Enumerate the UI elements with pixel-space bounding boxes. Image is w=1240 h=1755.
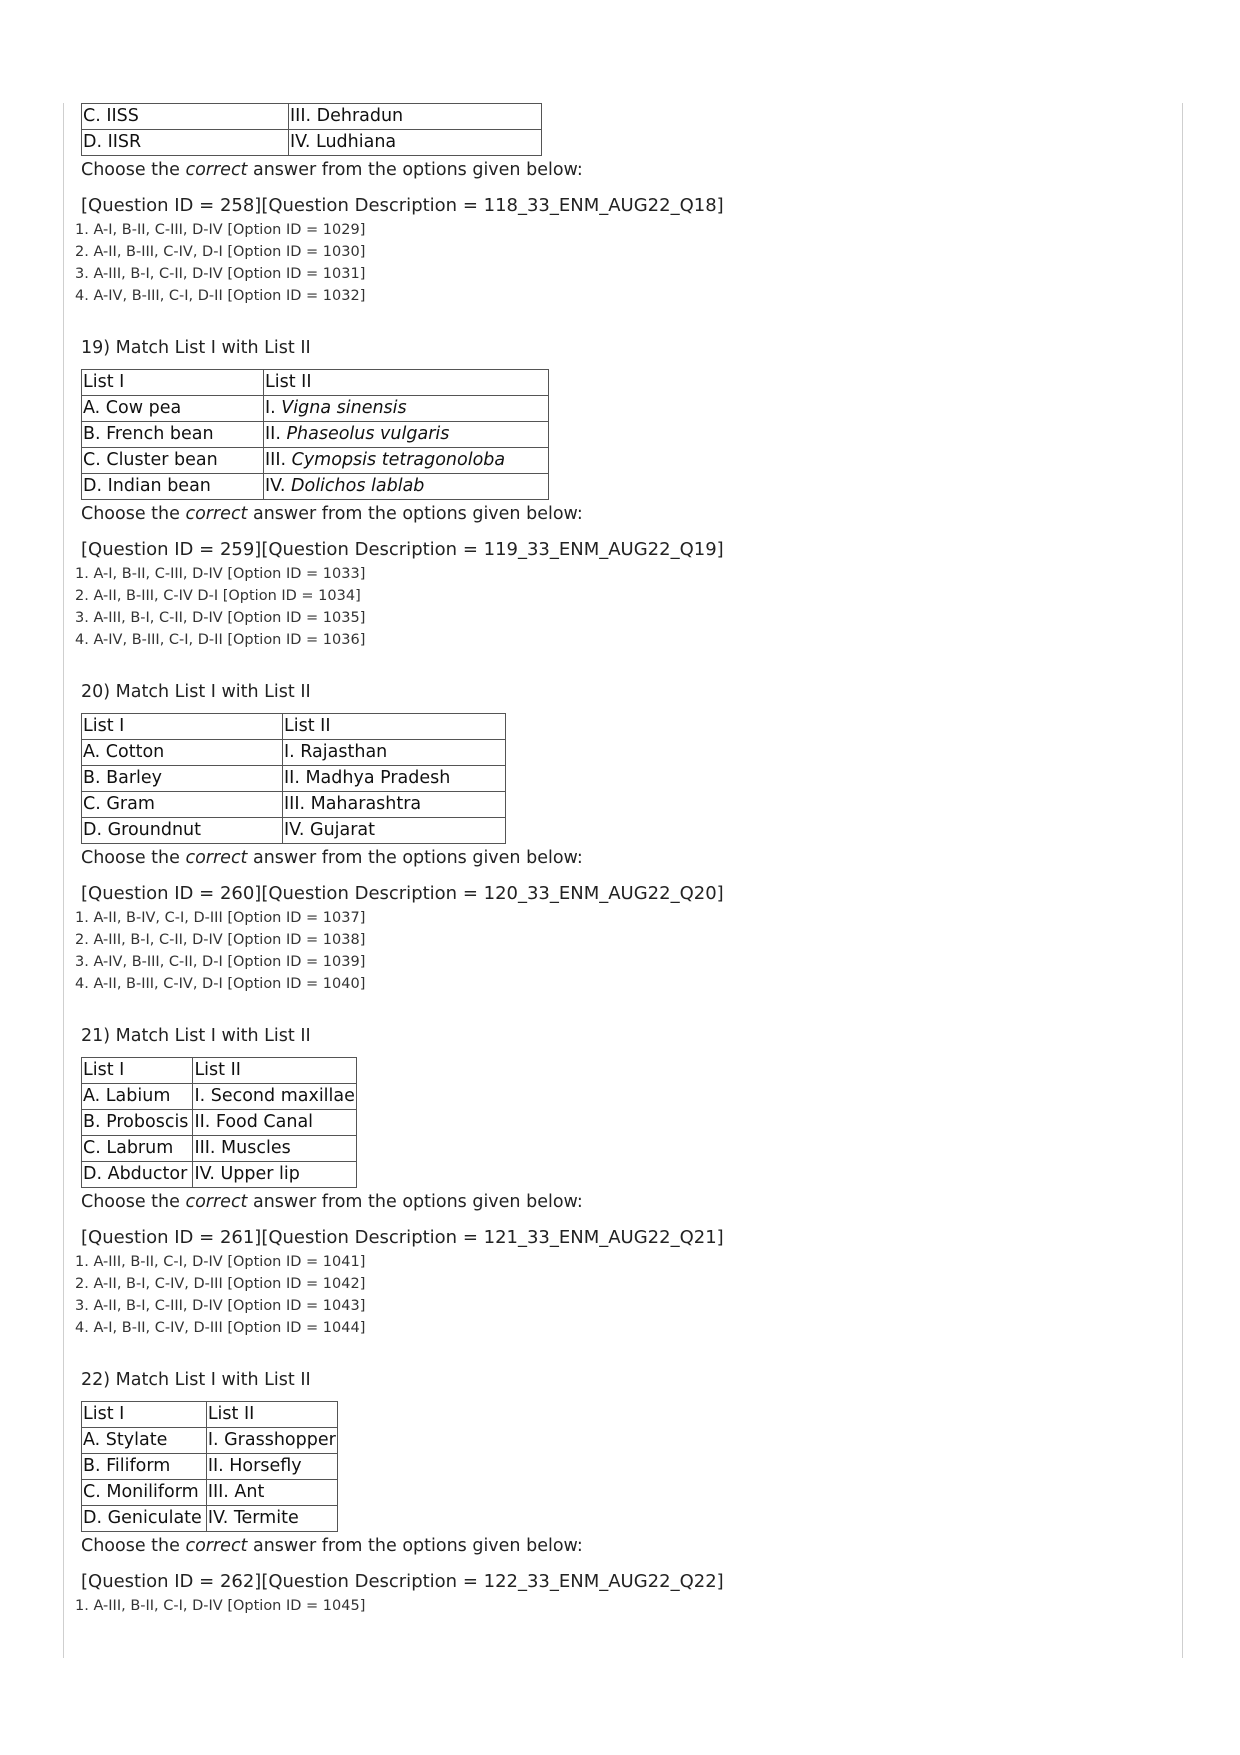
list-ii-cell	[264, 474, 549, 500]
table-row	[82, 740, 506, 766]
question-19	[75, 335, 1161, 651]
match-table-q22	[81, 1401, 338, 1532]
list-ii-cell: I. Second maxillae	[193, 1084, 356, 1110]
table-row	[82, 422, 549, 448]
list-ii-cell	[264, 422, 549, 448]
list-i-cell: A. Cotton	[82, 740, 283, 766]
species-name: Dolichos lablab	[291, 476, 425, 496]
list-i-cell: D. Geniculate	[82, 1506, 207, 1532]
question-id: [Question ID = 262][Question Description = 122_33_ENM_AUG22_Q22]	[81, 1571, 724, 1592]
table-row	[82, 1084, 357, 1110]
table-row	[82, 766, 506, 792]
option-item: 4. A-IV, B-III, C-I, D-II [Option ID = 1032]	[75, 288, 366, 304]
list-i-cell: B. French bean	[82, 422, 264, 448]
options-list	[75, 907, 1161, 995]
choose-emphasis: correct	[185, 160, 248, 180]
list-i-header: List I	[82, 714, 283, 740]
choose-instruction	[81, 501, 1161, 527]
choose-suffix: answer from the options given below:	[247, 1536, 583, 1556]
question-title: 19) Match List I with List II	[81, 338, 311, 358]
option-item: 3. A-III, B-I, C-II, D-IV [Option ID = 1035]	[75, 610, 366, 626]
list-ii-header: List II	[264, 370, 549, 396]
list-i-cell: D. Indian bean	[82, 474, 264, 500]
options-list	[75, 219, 1161, 307]
list-ii-cell: IV. Gujarat	[283, 818, 506, 844]
option-item: 1. A-III, B-II, C-I, D-IV [Option ID = 1041]	[75, 1254, 366, 1270]
list-ii-cell: III. Dehradun	[289, 104, 542, 130]
list-i-cell: C. IISS	[82, 104, 289, 130]
page-left-rule	[63, 103, 64, 1658]
table-row	[82, 396, 549, 422]
options-list	[75, 1595, 1161, 1617]
list-i-cell: D. IISR	[82, 130, 289, 156]
match-table-q19	[81, 369, 549, 500]
option-item: 3. A-II, B-I, C-III, D-IV [Option ID = 1043]	[75, 1298, 366, 1314]
list-i-cell: B. Filiform	[82, 1454, 207, 1480]
list-ii-cell: II. Horsefly	[206, 1454, 337, 1480]
list-ii-cell: II. Madhya Pradesh	[283, 766, 506, 792]
question-title: 21) Match List I with List II	[81, 1026, 311, 1046]
table-row	[82, 1428, 338, 1454]
list-ii-cell: IV. Ludhiana	[289, 130, 542, 156]
choose-prefix: Choose the	[81, 160, 186, 180]
list-ii-numeral: II.	[265, 424, 287, 444]
option-item: 2. A-II, B-III, C-IV, D-I [Option ID = 1030]	[75, 244, 366, 260]
option-item: 4. A-IV, B-III, C-I, D-II [Option ID = 1036]	[75, 632, 366, 648]
list-ii-cell	[264, 396, 549, 422]
table-row	[82, 1136, 357, 1162]
choose-emphasis: correct	[185, 1192, 248, 1212]
choose-prefix: Choose the	[81, 504, 186, 524]
option-item: 1. A-I, B-II, C-III, D-IV [Option ID = 1029]	[75, 222, 366, 238]
choose-prefix: Choose the	[81, 1536, 186, 1556]
page-right-rule	[1182, 103, 1183, 1658]
choose-instruction	[81, 845, 1161, 871]
option-item: 3. A-IV, B-III, C-II, D-I [Option ID = 1039]	[75, 954, 366, 970]
list-i-cell: D. Abductor	[82, 1162, 193, 1188]
list-i-cell: A. Labium	[82, 1084, 193, 1110]
option-item: 2. A-II, B-I, C-IV, D-III [Option ID = 1042]	[75, 1276, 366, 1292]
choose-emphasis: correct	[185, 848, 248, 868]
list-i-cell: A. Cow pea	[82, 396, 264, 422]
option-item: 1. A-I, B-II, C-III, D-IV [Option ID = 1033]	[75, 566, 366, 582]
list-i-cell: C. Cluster bean	[82, 448, 264, 474]
choose-suffix: answer from the options given below:	[247, 848, 583, 868]
table-row	[82, 104, 542, 130]
choose-emphasis: correct	[185, 504, 248, 524]
table-row	[82, 474, 549, 500]
table-row	[82, 130, 542, 156]
list-ii-cell: III. Ant	[206, 1480, 337, 1506]
choose-prefix: Choose the	[81, 1192, 186, 1212]
choose-instruction	[81, 1189, 1161, 1215]
table-header-row	[82, 714, 506, 740]
document-content	[75, 103, 1161, 1617]
species-name: Vigna sinensis	[281, 398, 407, 418]
question-title: 20) Match List I with List II	[81, 682, 311, 702]
choose-prefix: Choose the	[81, 848, 186, 868]
table-row	[82, 1506, 338, 1532]
list-i-cell: C. Labrum	[82, 1136, 193, 1162]
table-header-row	[82, 1058, 357, 1084]
option-item: 3. A-III, B-I, C-II, D-IV [Option ID = 1031]	[75, 266, 366, 282]
list-ii-cell	[264, 448, 549, 474]
table-row	[82, 448, 549, 474]
species-name: Phaseolus vulgaris	[286, 424, 450, 444]
list-i-cell: B. Proboscis	[82, 1110, 193, 1136]
list-ii-header: List II	[193, 1058, 356, 1084]
options-list	[75, 563, 1161, 651]
question-id: [Question ID = 261][Question Description = 121_33_ENM_AUG22_Q21]	[81, 1227, 724, 1248]
list-ii-numeral: III.	[265, 450, 292, 470]
option-item: 2. A-II, B-III, C-IV D-I [Option ID = 1034]	[75, 588, 361, 604]
choose-emphasis: correct	[185, 1536, 248, 1556]
list-ii-numeral: IV.	[265, 476, 292, 496]
match-table-q18	[81, 103, 542, 156]
question-21	[75, 1023, 1161, 1339]
option-item: 1. A-II, B-IV, C-I, D-III [Option ID = 1037]	[75, 910, 366, 926]
choose-suffix: answer from the options given below:	[247, 504, 583, 524]
table-row	[82, 1110, 357, 1136]
list-ii-cell: II. Food Canal	[193, 1110, 356, 1136]
table-row	[82, 792, 506, 818]
list-ii-cell: III. Muscles	[193, 1136, 356, 1162]
species-name: Cymopsis tetragonoloba	[291, 450, 506, 470]
list-ii-cell: IV. Termite	[206, 1506, 337, 1532]
table-row	[82, 1454, 338, 1480]
option-item: 4. A-I, B-II, C-IV, D-III [Option ID = 1044]	[75, 1320, 366, 1336]
table-row	[82, 1480, 338, 1506]
option-item: 4. A-II, B-III, C-IV, D-I [Option ID = 1040]	[75, 976, 366, 992]
list-ii-cell: IV. Upper lip	[193, 1162, 356, 1188]
table-header-row	[82, 1402, 338, 1428]
options-list	[75, 1251, 1161, 1339]
choose-instruction	[81, 1533, 1161, 1559]
list-i-cell: B. Barley	[82, 766, 283, 792]
list-i-header: List I	[82, 1058, 193, 1084]
choose-suffix: answer from the options given below:	[247, 160, 583, 180]
choose-instruction	[81, 157, 1161, 183]
match-table-q21	[81, 1057, 357, 1188]
question-18-tail	[75, 103, 1161, 307]
list-i-cell: D. Groundnut	[82, 818, 283, 844]
list-ii-cell: I. Rajasthan	[283, 740, 506, 766]
choose-suffix: answer from the options given below:	[247, 1192, 583, 1212]
list-i-cell: A. Stylate	[82, 1428, 207, 1454]
list-ii-header: List II	[206, 1402, 337, 1428]
question-title: 22) Match List I with List II	[81, 1370, 311, 1390]
list-i-cell: C. Gram	[82, 792, 283, 818]
option-item: 2. A-III, B-I, C-II, D-IV [Option ID = 1038]	[75, 932, 366, 948]
match-table-q20	[81, 713, 506, 844]
list-ii-cell: III. Maharashtra	[283, 792, 506, 818]
table-header-row	[82, 370, 549, 396]
question-id: [Question ID = 259][Question Description = 119_33_ENM_AUG22_Q19]	[81, 539, 724, 560]
question-20	[75, 679, 1161, 995]
list-ii-numeral: I.	[265, 398, 282, 418]
question-id: [Question ID = 258][Question Description = 118_33_ENM_AUG22_Q18]	[81, 195, 724, 216]
list-i-cell: C. Moniliform	[82, 1480, 207, 1506]
question-id: [Question ID = 260][Question Description = 120_33_ENM_AUG22_Q20]	[81, 883, 724, 904]
question-22	[75, 1367, 1161, 1617]
list-ii-header: List II	[283, 714, 506, 740]
list-ii-cell: I. Grasshopper	[206, 1428, 337, 1454]
table-row	[82, 1162, 357, 1188]
list-i-header: List I	[82, 1402, 207, 1428]
list-i-header: List I	[82, 370, 264, 396]
table-row	[82, 818, 506, 844]
option-item: 1. A-III, B-II, C-I, D-IV [Option ID = 1045]	[75, 1598, 366, 1614]
